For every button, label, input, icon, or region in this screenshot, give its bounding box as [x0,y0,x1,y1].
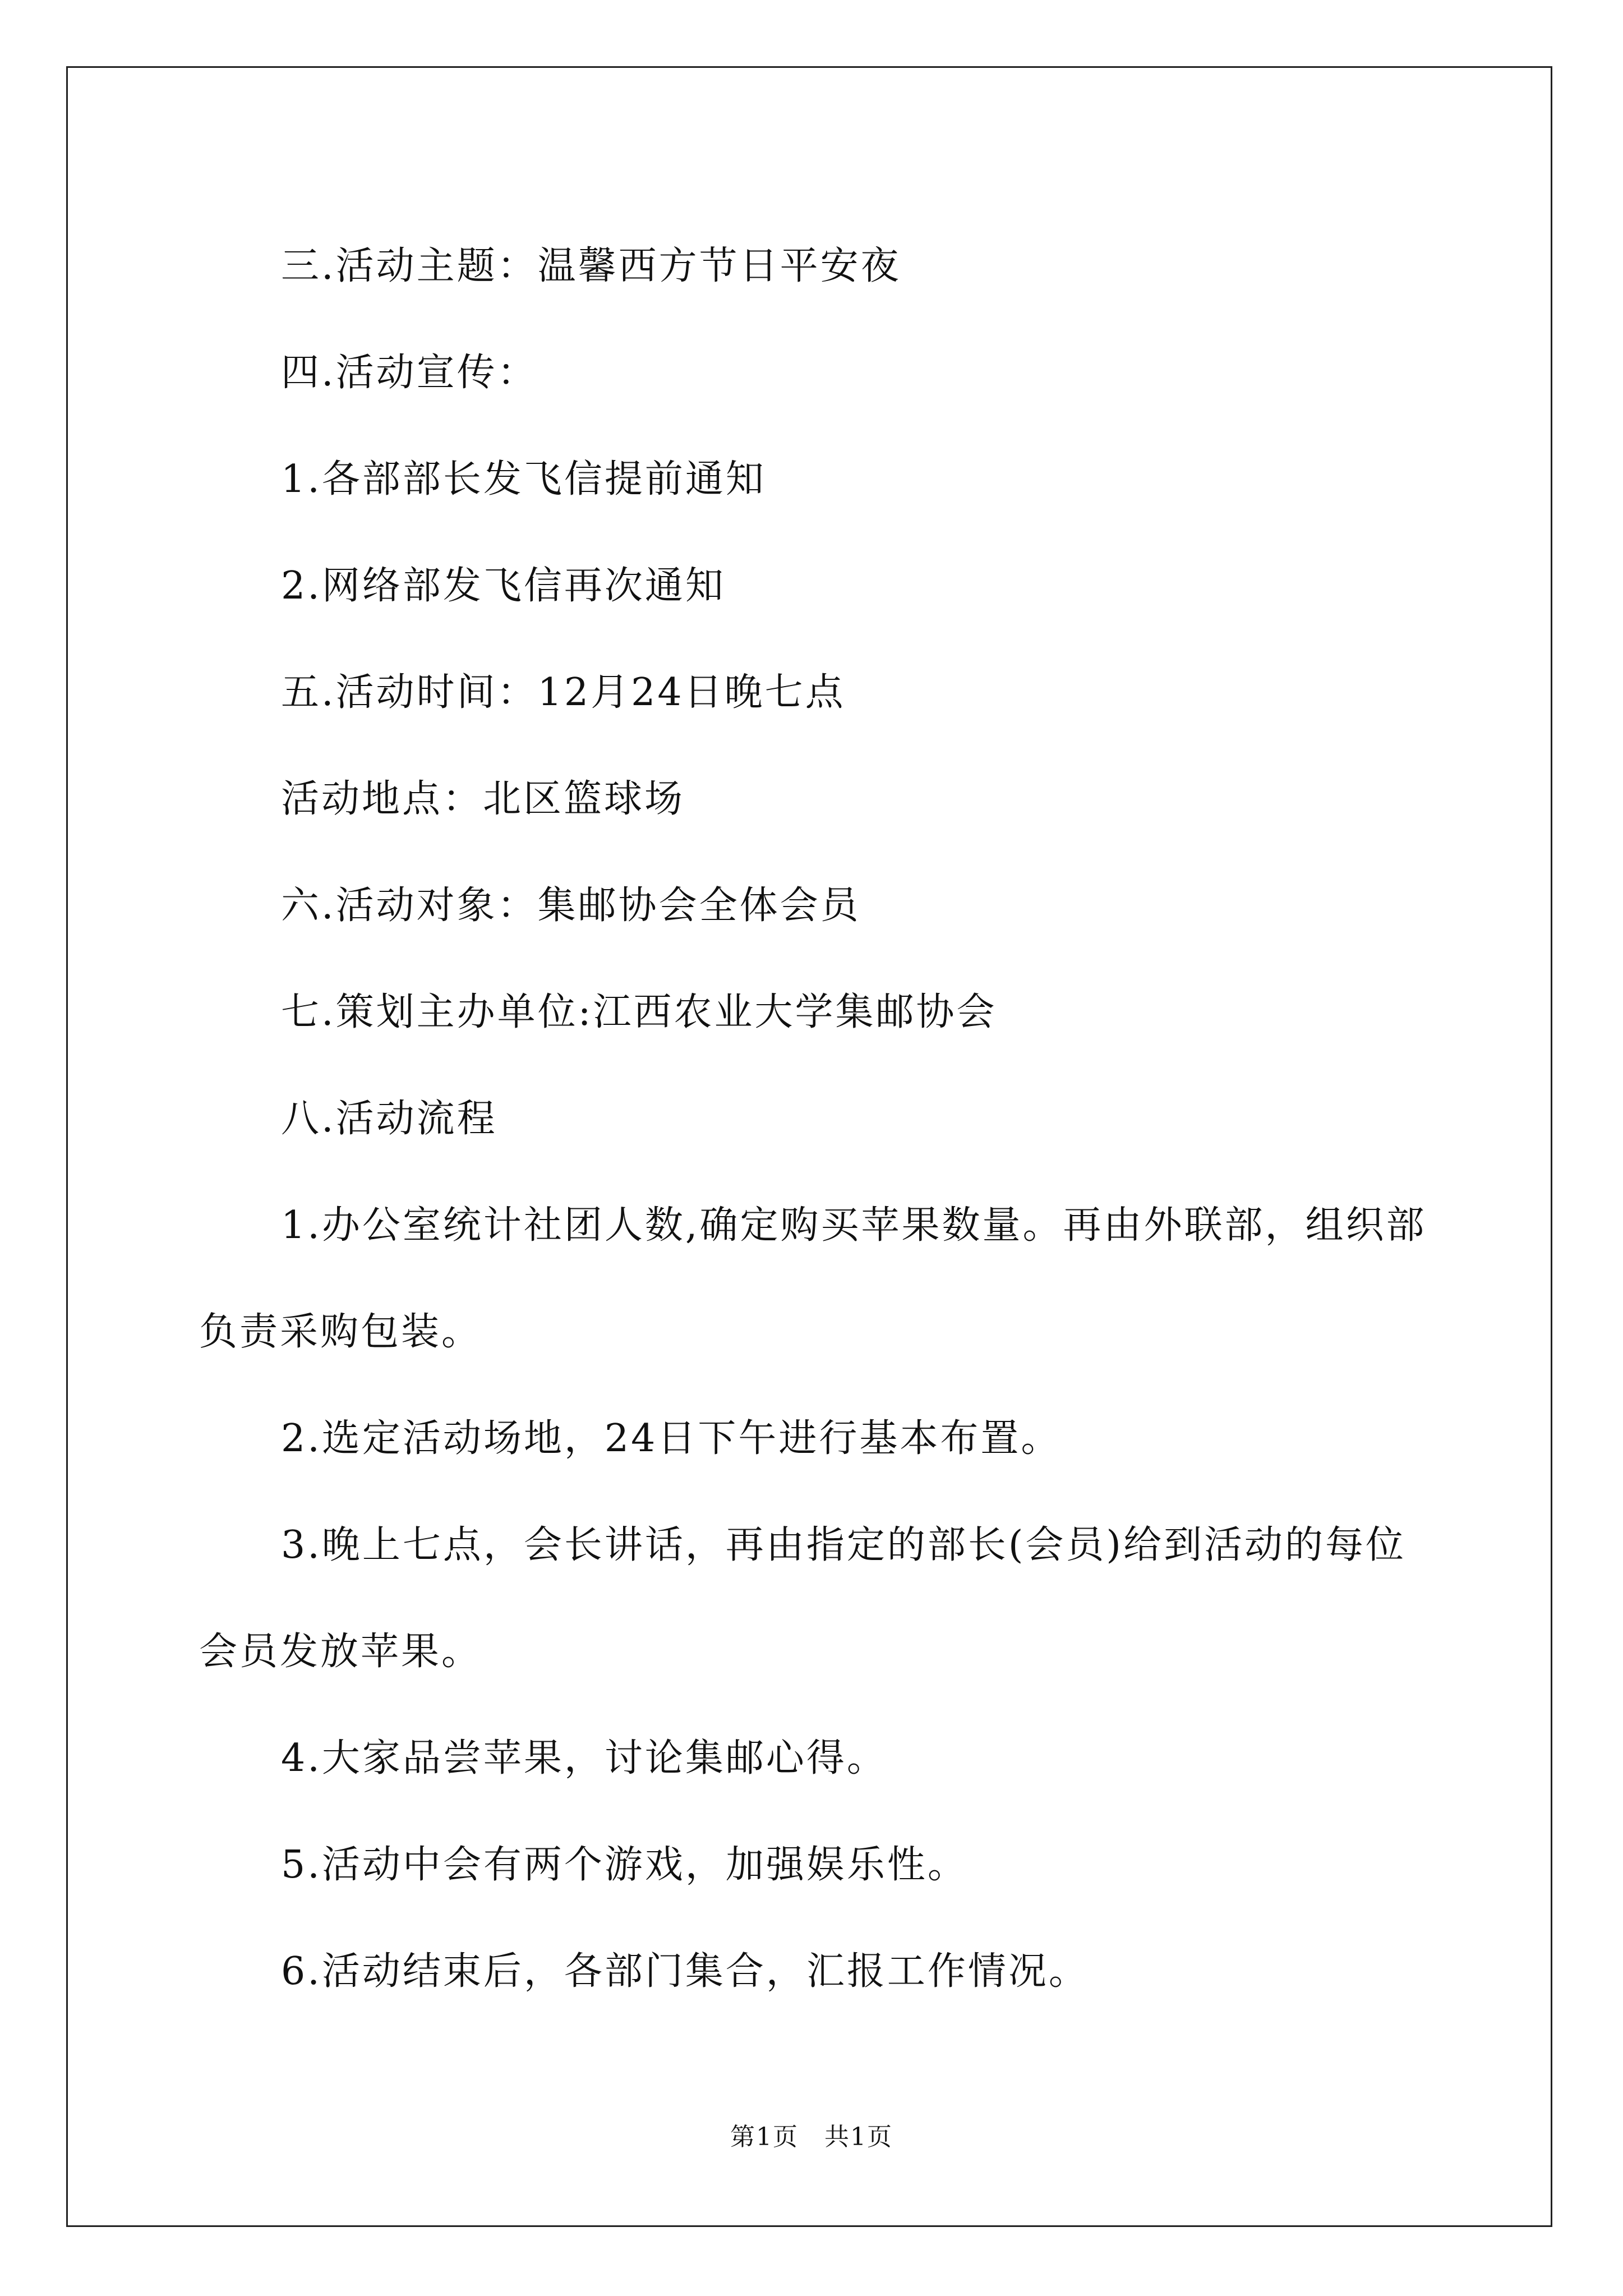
paragraph-process-step-1: 1.办公室统计社团人数,确定购买苹果数量。再由外联部，组织部负责采购包装。 [199,1203,1427,1354]
paragraph-publicity-heading: 四.活动宣传： [281,351,538,395]
paragraph-process-step-5: 5.活动中会有两个游戏，加强娱乐性。 [281,1843,968,1887]
paragraph-process-heading: 八.活动流程 [281,1097,497,1141]
paragraph-location: 活动地点：北区篮球场 [281,777,685,821]
paragraph-publicity-item-1: 1.各部部长发飞信提前通知 [281,457,766,501]
document-body [199,213,1438,2025]
paragraph-audience: 六.活动对象：集邮协会全体会员 [281,884,861,928]
paragraph-process-step-2: 2.选定活动场地，24日下午进行基本布置。 [281,1416,1062,1461]
paragraph-process-step-4: 4.大家品尝苹果，讨论集邮心得。 [281,1736,887,1780]
paragraph-process-step-6: 6.活动结束后，各部门集合，汇报工作情况。 [281,1949,1089,1994]
paragraph-publicity-item-2: 2.网络部发飞信再次通知 [281,564,726,608]
paragraph-theme: 三.活动主题：温馨西方节日平安夜 [281,244,901,288]
page-number-footer: 第1页 共1页 [730,2123,893,2151]
paragraph-process-step-3: 3.晚上七点，会长讲话，再由指定的部长(会员)给到活动的每位会员发放苹果。 [199,1523,1406,1674]
paragraph-organizer: 七.策划主办单位:江西农业大学集邮协会 [281,990,997,1034]
paragraph-time: 五.活动时间：12月24日晚七点 [281,670,846,715]
